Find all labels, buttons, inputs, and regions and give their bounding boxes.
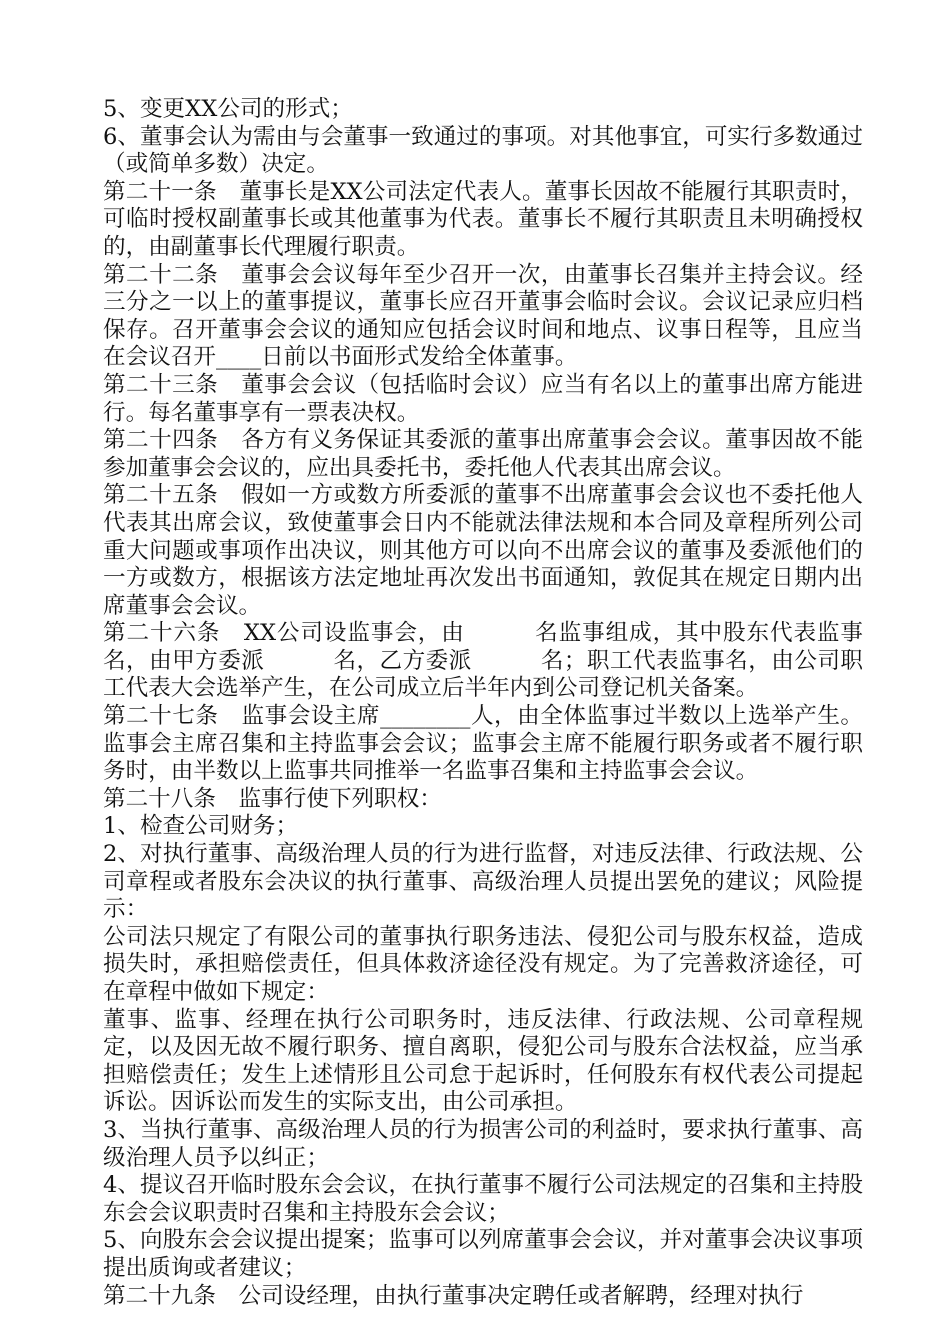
article-28: 第二十八条 监事行使下列职权： <box>103 785 442 812</box>
supervisor-power-5: 5、向股东会会议提出提案；监事可以列席董事会会议，并对董事会决议事项提出质询或者建议； <box>103 1227 863 1281</box>
risk-note: 公司法只规定了有限公司的董事执行职务违法、侵犯公司与股东权益，造成损失时，承担赔偿责任，但具体救济途径没有规定。为了完善救济途径，可在章程中做如下规定： <box>103 923 863 1005</box>
article-23: 第二十三条 董事会会议（包括临时会议）应当有名以上的董事出席方能进行。每名董事享有一票表决权。 <box>103 371 863 426</box>
article-24: 第二十四条 各方有义务保证其委派的董事出席董事会会议。董事因故不能参加董事会会议的，应出具委托书，委托他人代表其出席会议。 <box>103 427 863 481</box>
article-21: 第二十一条 董事长是XX公司法定代表人。董事长因故不能履行其职责时，可临时授权副董事长或其他董事为代表。董事长不履行其职责且未明确授权的，由副董事长代理履行职责。 <box>103 178 863 260</box>
supervisor-power-1: 1、检查公司财务； <box>103 813 299 840</box>
supervisor-power-3: 3、当执行董事、高级治理人员的行为损害公司的利益时，要求执行董事、高级治理人员予以纠正； <box>103 1116 863 1171</box>
supervisor-power-2: 2、对执行董事、高级治理人员的行为进行监督，对违反法律、行政法规、公司章程或者股东会决议的执行董事、高级治理人员提出罢免的建议；风险提示： <box>103 841 863 923</box>
risk-note-clause: 董事、监事、经理在执行公司职务时，违反法律、行政法规、公司章程规定，以及因无故不履行职务、擅自离职，侵犯公司与股东合法权益，应当承担赔偿责任；发生上述情形且公司怠于起诉时，任何股东有权代表公司提起诉讼。因诉讼而发生的实际支出，由公司承担。 <box>103 1006 863 1116</box>
clause-item-6-unanimous-matters: 6、董事会认为需由与会董事一致通过的事项。对其他事宜，可实行多数通过（或简单多数）决定。 <box>103 123 863 178</box>
clause-item-5-change-form: 5、变更XX公司的形式； <box>103 96 353 122</box>
document-page <box>103 96 931 1310</box>
article-25: 第二十五条 假如一方或数方所委派的董事不出席董事会会议也不委托他人代表其出席会议，致使董事会日内不能就法律法规和本合同及章程所列公司重大问题或事项作出决议，则其他方可以向不出席会议的董事及委派他们的一方或数方，根据该方法定地址再次发出书面通知，敦促其在规定日期内出席董事会会议。 <box>103 482 863 619</box>
article-29: 第二十九条 公司设经理，由执行董事决定聘任或者解聘，经理对执行 <box>103 1282 804 1309</box>
supervisor-power-4: 4、提议召开临时股东会会议，在执行董事不履行公司法规定的召集和主持股东会会议职责时召集和主持股东会会议； <box>103 1172 863 1226</box>
article-27: 第二十七条 监事会设主席________人，由全体监事过半数以上选举产生。监事会主席召集和主持监事会会议；监事会主席不能履行职务或者不履行职务时，由半数以上监事共同推举一名监事召集和主持监事会会议。 <box>103 703 863 785</box>
article-26: 第二十六条 XX公司设监事会，由 名监事组成，其中股东代表监事 名，由甲方委派 名，乙方委派 名；职工代表监事名，由公司职工代表大会选举产生，在公司成立后半年内到公司登记机关备案。 <box>103 620 931 702</box>
article-22: 第二十二条 董事会会议每年至少召开一次，由董事长召集并主持会议。经三分之一以上的董事提议，董事长应召开董事会临时会议。会议记录应归档保存。召开董事会会议的通知应包括会议时间和地点、议事日程等，且应当在会议召开____日前以书面形式发给全体董事。 <box>103 261 863 371</box>
